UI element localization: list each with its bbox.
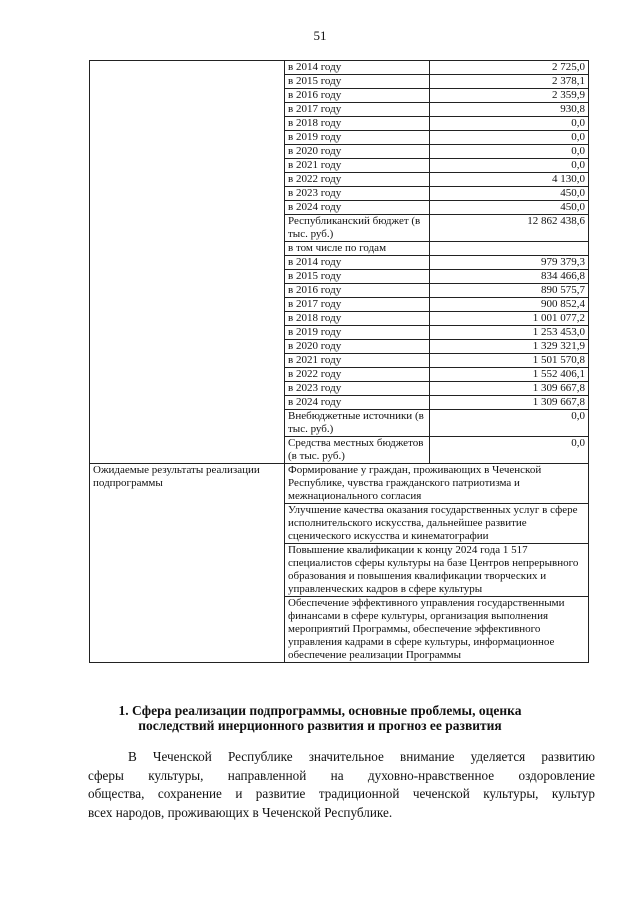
table-body <box>90 61 589 663</box>
section-paragraph <box>88 748 595 822</box>
amount-value: 1 329 321,9 <box>430 340 589 354</box>
table-row <box>90 464 589 504</box>
paragraph-line: сферы культуры, направленной на духовно-нравственное оздоровление <box>88 767 595 783</box>
amount-value <box>430 242 589 256</box>
amount-value: 890 575,7 <box>430 284 589 298</box>
amount-value: 0,0 <box>430 145 589 159</box>
amount-value: 2 378,1 <box>430 75 589 89</box>
amount-value: 0,0 <box>430 131 589 145</box>
results-label: Ожидаемые результаты реализации подпрограммы <box>90 464 285 663</box>
amount-value: 1 501 570,8 <box>430 354 589 368</box>
year-label: в 2018 году <box>285 312 430 326</box>
amount-value: 1 309 667,8 <box>430 382 589 396</box>
amount-value: 0,0 <box>430 159 589 173</box>
local-budget-label: Средства местных бюджетов (в тыс. руб.) <box>285 437 430 464</box>
paragraph-line: всех народов, проживающих в Чеченской Республике. <box>88 804 393 820</box>
year-label: в 2015 году <box>285 270 430 284</box>
republican-budget-label: Республиканский бюджет (в тыс. руб.) <box>285 215 430 242</box>
year-label: в 2016 году <box>285 89 430 103</box>
year-label: в 2014 году <box>285 61 430 75</box>
amount-value: 1 253 453,0 <box>430 326 589 340</box>
amount-value: 1 552 406,1 <box>430 368 589 382</box>
funding-label-cell <box>90 61 285 464</box>
year-label: в 2014 году <box>285 256 430 270</box>
amount-value: 450,0 <box>430 187 589 201</box>
year-label: в 2020 году <box>285 340 430 354</box>
year-label: в 2017 году <box>285 103 430 117</box>
year-label: в 2020 году <box>285 145 430 159</box>
extrabudget-label: Внебюджетные источники (в тыс. руб.) <box>285 410 430 437</box>
amount-value: 0,0 <box>430 117 589 131</box>
year-label: в том числе по годам <box>285 242 430 256</box>
program-passport-table <box>89 60 589 663</box>
expected-result-item: Улучшение качества оказания государственных услуг в сфере исполнительского искусства, дальнейшее развитие сценического искусства и кинематографии <box>285 504 589 544</box>
amount-value: 979 379,3 <box>430 256 589 270</box>
amount-value: 2 359,9 <box>430 89 589 103</box>
year-label: в 2015 году <box>285 75 430 89</box>
expected-result-item: Обеспечение эффективного управления государственными финансами в сфере культуры, организация выполнения мероприятий Программы, обеспечение эффективного управления кадрами в сфере культуры, информационное обеспечение реализации Программы <box>285 597 589 663</box>
year-label: в 2024 году <box>285 201 430 215</box>
expected-result-item: Формирование у граждан, проживающих в Чеченской Республике, чувства гражданского патриотизма и межнационального согласия <box>285 464 589 504</box>
expected-result-item: Повышение квалификации к концу 2024 года 1 517 специалистов сферы культуры на базе Центров непрерывного образования и повышения квалификации творческих и управленческих кадров в сфере культуры <box>285 544 589 597</box>
paragraph-line: В Чеченской Республике значительное внимание уделяется развитию <box>128 749 595 764</box>
year-label: в 2023 году <box>285 187 430 201</box>
year-label: в 2019 году <box>285 326 430 340</box>
extrabudget-value: 0,0 <box>430 410 589 437</box>
amount-value: 834 466,8 <box>430 270 589 284</box>
page-number: 51 <box>313 28 327 43</box>
amount-value: 2 725,0 <box>430 61 589 75</box>
republican-budget-total: 12 862 438,6 <box>430 215 589 242</box>
year-label: в 2019 году <box>285 131 430 145</box>
paragraph-line: общества, сохранение и развитие традиционной чеченской культуры, культур <box>88 786 595 801</box>
year-label: в 2018 году <box>285 117 430 131</box>
amount-value: 450,0 <box>430 201 589 215</box>
amount-value: 1 001 077,2 <box>430 312 589 326</box>
amount-value: 4 130,0 <box>430 173 589 187</box>
section-heading <box>60 703 580 733</box>
amount-value: 1 309 667,8 <box>430 396 589 410</box>
amount-value: 930,8 <box>430 103 589 117</box>
local-budget-value: 0,0 <box>430 437 589 464</box>
year-label: в 2021 году <box>285 354 430 368</box>
year-label: в 2022 году <box>285 368 430 382</box>
year-label: в 2021 году <box>285 159 430 173</box>
section-heading-line-1: 1. Сфера реализации подпрограммы, основные проблемы, оценка <box>118 703 522 718</box>
year-label: в 2016 году <box>285 284 430 298</box>
year-label: в 2024 году <box>285 396 430 410</box>
amount-value: 900 852,4 <box>430 298 589 312</box>
table-row <box>90 61 589 75</box>
year-label: в 2017 году <box>285 298 430 312</box>
section-heading-line-2: последствий инерционного развития и прогноз ее развития <box>138 718 502 733</box>
year-label: в 2022 году <box>285 173 430 187</box>
year-label: в 2023 году <box>285 382 430 396</box>
